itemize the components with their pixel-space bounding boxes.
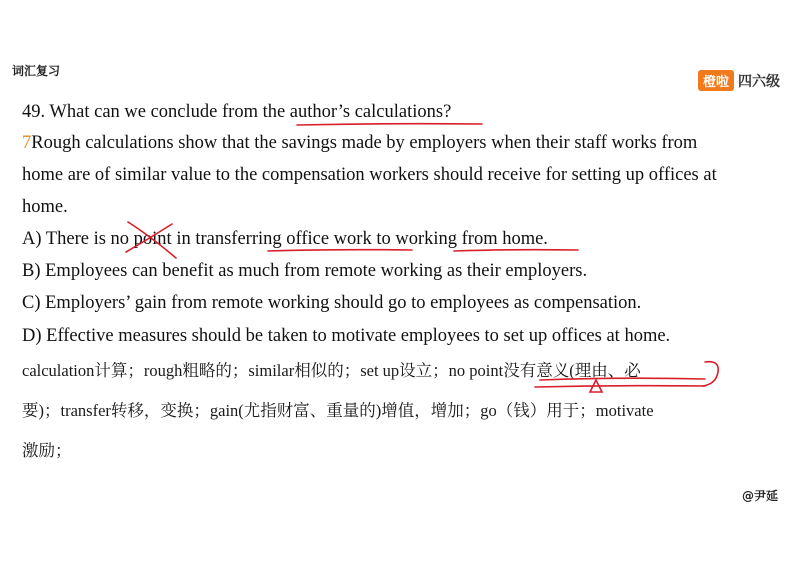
option-b: B) Employees can benefit as much from remote working as their employers. bbox=[22, 261, 588, 281]
glossary-line-2: 要)；transfer转移，变换；gain(尤指财富、重量的)增值，增加；go（钱）用于；motivate bbox=[22, 401, 654, 420]
paragraph-number: 7 bbox=[22, 133, 32, 153]
option-d: D) Effective measures should be taken to motivate employees to set up offices at home. bbox=[22, 326, 671, 346]
option-a: A) There is no point in transferring office work to working from home. bbox=[22, 229, 548, 249]
passage-text-1: Rough calculations show that the savings made by employers when their staff works from bbox=[31, 133, 698, 153]
brand-badge: 橙啦 bbox=[698, 70, 734, 91]
section-label: 词汇复习 bbox=[12, 64, 61, 78]
option-c: C) Employers’ gain from remote working should go to employees as compensation. bbox=[22, 293, 642, 313]
brand-logo bbox=[698, 70, 780, 91]
passage-line-1 bbox=[22, 132, 697, 154]
underline-no-point-2 bbox=[535, 386, 705, 387]
question-text: 49. What can we conclude from the author’s calculations? bbox=[22, 102, 452, 122]
glossary-line-1: calculation计算；rough粗略的；similar相似的；set up设立；no point没有意义(理由、必 bbox=[22, 361, 641, 380]
glossary-line-3: 激励； bbox=[22, 441, 72, 460]
brand-text: 四六级 bbox=[738, 73, 780, 90]
passage-line-2: home are of similar value to the compensation workers should receive for setting up offices at bbox=[22, 165, 717, 185]
author-signature: @尹延 bbox=[741, 489, 778, 503]
passage-line-3: home. bbox=[22, 197, 68, 217]
bracket-mark bbox=[703, 362, 718, 386]
underline-authors-calculations bbox=[297, 124, 482, 125]
